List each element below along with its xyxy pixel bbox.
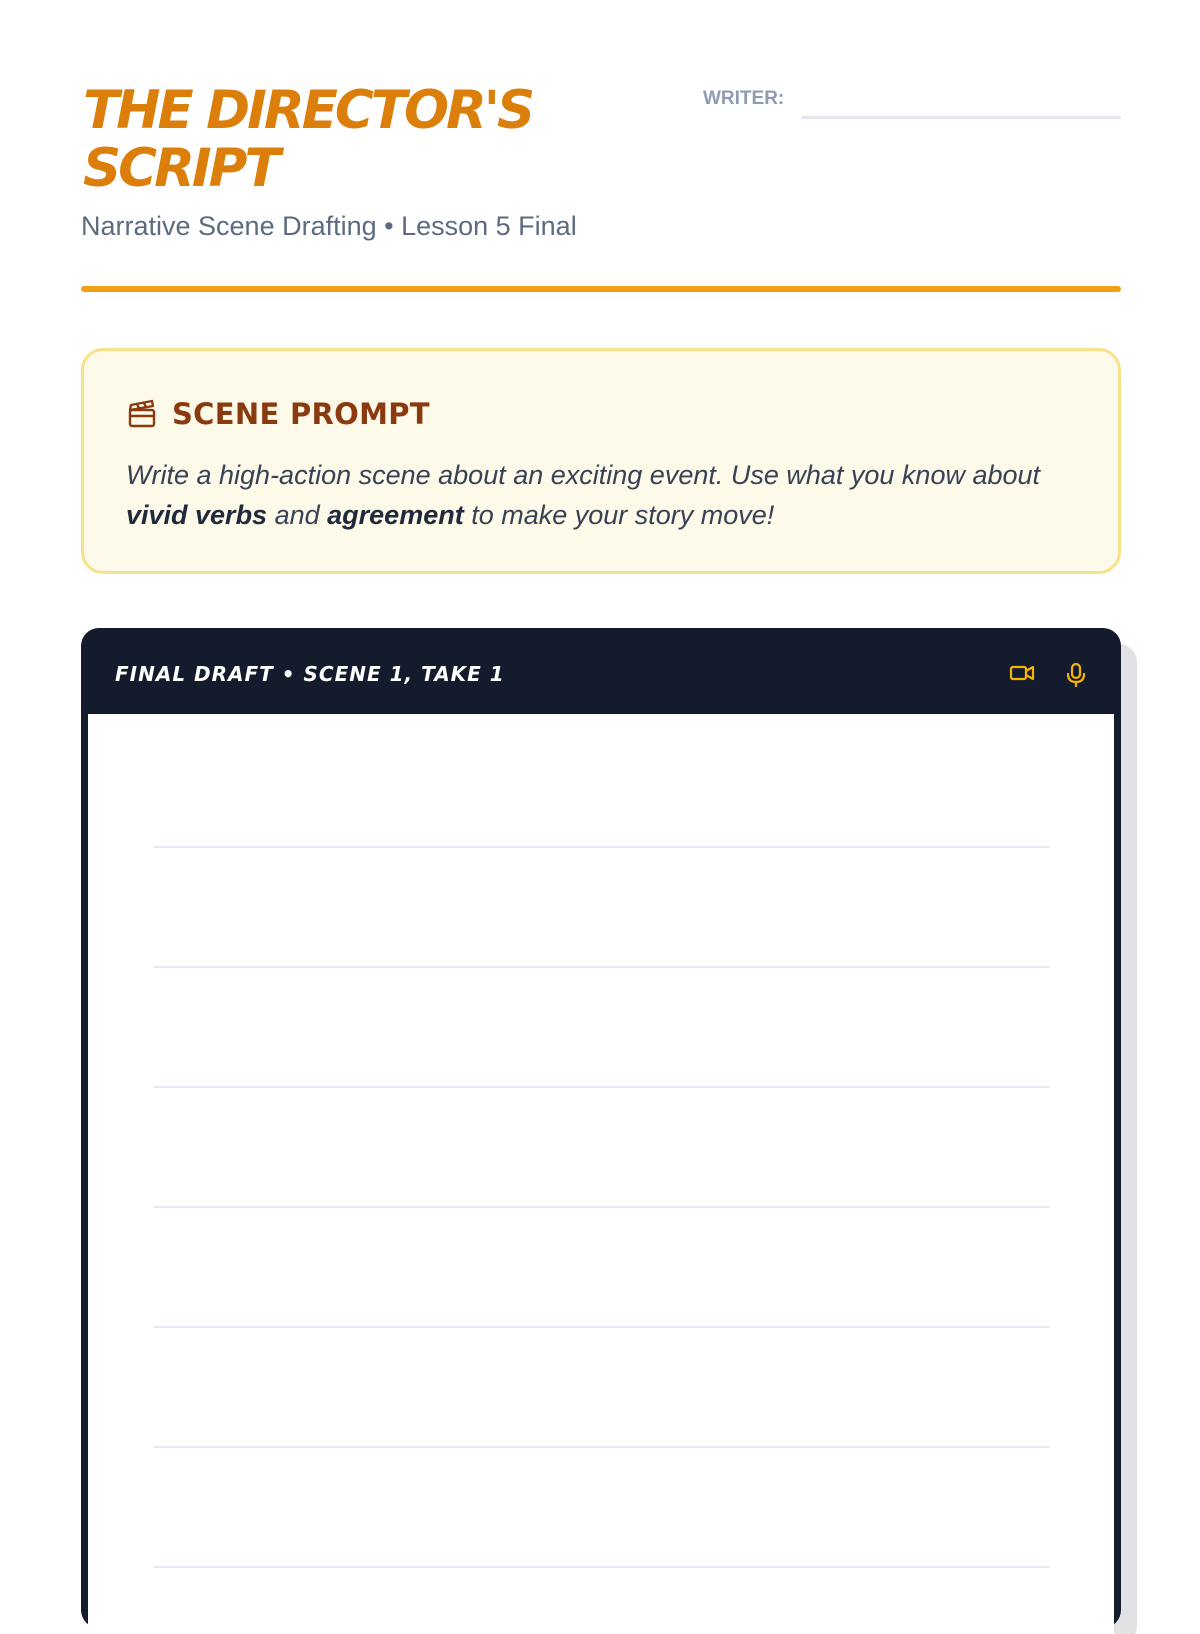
writing-line[interactable] (154, 1086, 1050, 1088)
worksheet-page (81, 0, 1121, 1600)
header-divider (81, 286, 1121, 292)
microphone-icon (1063, 662, 1089, 684)
scene-label: FINAL DRAFT • SCENE 1, TAKE 1 (115, 662, 505, 686)
keyword-agreement: agreement (327, 500, 464, 530)
page-title: THE DIRECTOR'S SCRIPT (83, 80, 533, 199)
page-subtitle: Narrative Scene Drafting • Lesson 5 Final (81, 211, 577, 241)
scene-prompt-text: Write a high-action scene about an exciting event. Use what you know about vivid verbs and agreement to make your story move! (126, 460, 1041, 530)
writing-line[interactable] (154, 1326, 1050, 1328)
writing-line[interactable] (154, 846, 1050, 848)
page-header (81, 78, 1121, 293)
final-draft-card (81, 628, 1121, 1628)
writing-line[interactable] (154, 1566, 1050, 1568)
final-draft-header (81, 628, 1121, 714)
writing-line[interactable] (154, 1446, 1050, 1448)
scene-prompt-header (126, 397, 430, 431)
clapperboard-icon (126, 398, 158, 430)
writing-line[interactable] (154, 966, 1050, 968)
writing-line[interactable] (154, 1206, 1050, 1208)
writing-area[interactable] (88, 714, 1114, 1634)
video-camera-icon (1009, 662, 1035, 684)
writer-label: WRITER: (703, 88, 785, 109)
keyword-vivid-verbs: vivid verbs (126, 500, 268, 530)
scene-prompt-title: SCENE PROMPT (172, 397, 430, 431)
writer-name-field[interactable] (801, 116, 1121, 119)
scene-prompt-box (81, 348, 1121, 574)
